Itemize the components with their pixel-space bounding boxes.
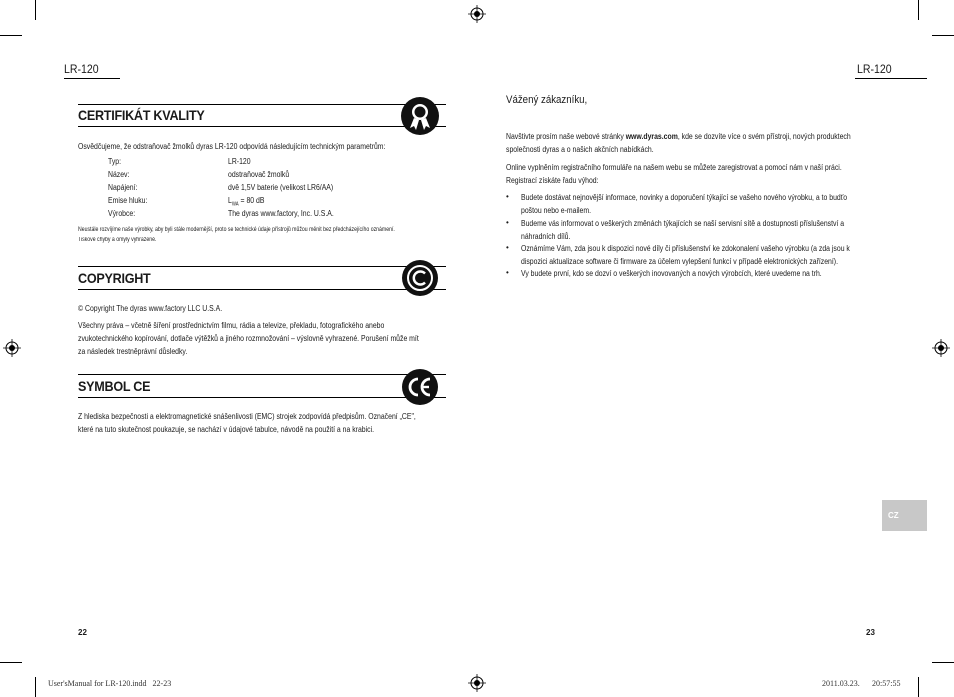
spec-value: The dyras www.factory, Inc. U.S.A. <box>228 209 334 218</box>
spec-label: Typ: <box>108 157 122 166</box>
footer-date: 2011.03.23. <box>822 679 860 688</box>
noise-value: = 80 dB <box>238 196 265 205</box>
section-title-copyright: COPYRIGHT <box>78 270 151 286</box>
quality-rosette-icon <box>399 95 441 137</box>
registration-mark-icon <box>468 674 486 692</box>
quality-note: Neustále rozvíjíme naše výrobky, aby byli stále modernější, proto se technické údaje přístrojů můžou měnit bez předcházejícího oznámení. <box>78 227 395 233</box>
visit-text: , kde se dozvíte více o svém přístroji, nových produktech <box>677 132 851 141</box>
register-text: Registrací získáte řadu výhod: <box>506 176 599 185</box>
benefit-line: náhradních dílů. <box>521 232 571 241</box>
ce-body: které na tuto skutečnost poukazuje, se nachází v údajové tabulce, návodě na použití a na krabici. <box>78 425 375 434</box>
spec-value-noise <box>228 196 264 208</box>
footer-filename: User'sManual for LR-120.indd 22-23 <box>48 679 172 688</box>
page-number-left: 22 <box>78 628 87 637</box>
benefit-line: Vy budete první, kdo se dozví o veškerých inovovaných a nových výrobcích, které uvedeme na trh. <box>521 269 822 278</box>
spec-value: odstraňovač žmolků <box>228 170 290 179</box>
section-title-quality: CERTIFIKÁT KVALITY <box>78 107 205 123</box>
register-text: Online vyplněním registračního formuláře na našem webu se můžete zaregistrovat a pomocí nám v naší práci. <box>506 163 842 172</box>
spec-label: Název: <box>108 170 130 179</box>
visit-line: společnosti dyras a o našich akčních nabídkách. <box>506 145 654 154</box>
visit-line <box>506 130 851 143</box>
website-link[interactable]: www.dyras.com <box>625 132 678 141</box>
visit-text: Navštivte prosím naše webové stránky <box>506 132 626 141</box>
section-rule <box>78 126 446 127</box>
model-name: LR-120 <box>857 62 892 76</box>
header-rule <box>855 78 927 79</box>
quality-intro: Osvědčujeme, že odstraňovač žmolků dyras LR-120 odpovídá následujícím technickým parametrům: <box>78 142 386 151</box>
bullet-dot: • <box>506 243 509 252</box>
section-title-ce: SYMBOL CE <box>78 378 151 394</box>
bullet-dot: • <box>506 268 509 277</box>
crop-mark <box>932 35 954 36</box>
crop-mark <box>918 0 919 20</box>
noise-symbol: L <box>228 196 232 205</box>
crop-mark <box>918 677 919 697</box>
spec-value: dvě 1,5V baterie (velikost LR6/AA) <box>228 183 334 192</box>
section-rule <box>78 266 446 267</box>
bullet-dot: • <box>506 192 509 201</box>
benefit-line: Oznámíme Vám, zda jsou k dispozici nové díly či příslušenství ke zdokonalení vašeho výrobku (a zda jsou k <box>521 244 850 253</box>
benefit-line: Budeme vás informovat o veškerých změnách týkajících se naší servisní sítě a dostupnosti příslušenství a <box>521 219 845 228</box>
language-tab-label: CZ <box>888 511 899 520</box>
registration-mark-icon <box>468 5 486 23</box>
ce-mark-icon <box>401 368 439 406</box>
benefit-line: Budete dostávat nejnovější informace, novinky a doporučení týkající se vašeho nového výrobku, a to budťo <box>521 193 848 202</box>
copyright-body: Všechny práva – včetně šíření prostřednictvím filmu, rádia a televize, překladu, fotografického anebo <box>78 321 385 330</box>
ce-body: Z hlediska bezpečnosti a elektromagnetické snášenlivosti (EMC) strojek zodpovídá předpisům. Označení „CE", <box>78 412 416 421</box>
section-rule <box>78 289 446 290</box>
benefit-line: dispozici aktualizace software či firmware za účelem vylepšení funkcí v případě elektronických zařízení). <box>521 257 839 266</box>
registration-mark-icon <box>3 339 21 357</box>
benefit-line: poštou nebo e-mailem. <box>521 206 591 215</box>
page-number-right: 23 <box>866 628 875 637</box>
section-rule <box>78 397 446 398</box>
header-rule <box>64 78 120 79</box>
crop-mark <box>35 0 36 20</box>
crop-mark <box>0 662 22 663</box>
spec-label: Výrobce: <box>108 209 136 218</box>
section-rule <box>78 374 446 375</box>
spec-value: LR-120 <box>228 157 251 166</box>
spec-label: Napájení: <box>108 183 138 192</box>
model-name: LR-120 <box>64 62 99 76</box>
bullet-dot: • <box>506 218 509 227</box>
copyright-line: © Copyright The dyras www.factory LLC U.S.A. <box>78 304 223 313</box>
section-rule <box>78 104 446 105</box>
noise-subscript: WA <box>231 201 239 208</box>
spec-label: Emise hluku: <box>108 196 148 205</box>
copyright-body: za následek trestněprávní důsledky. <box>78 347 188 356</box>
language-tab <box>882 500 927 531</box>
crop-mark <box>932 662 954 663</box>
registration-mark-icon <box>932 339 950 357</box>
greeting: Vážený zákazníku, <box>506 94 588 106</box>
crop-mark <box>35 677 36 697</box>
copyright-body: zvukotechnického kopírování, dotlače výtěžků a jiného rozmnožování – výslovně vyhrazené. Porušení může mít <box>78 334 419 343</box>
quality-note: Tiskové chyby a omyly vyhrazené. <box>78 237 157 243</box>
crop-mark <box>0 35 22 36</box>
copyright-icon <box>401 259 439 297</box>
footer-time: 20:57:55 <box>872 679 901 688</box>
